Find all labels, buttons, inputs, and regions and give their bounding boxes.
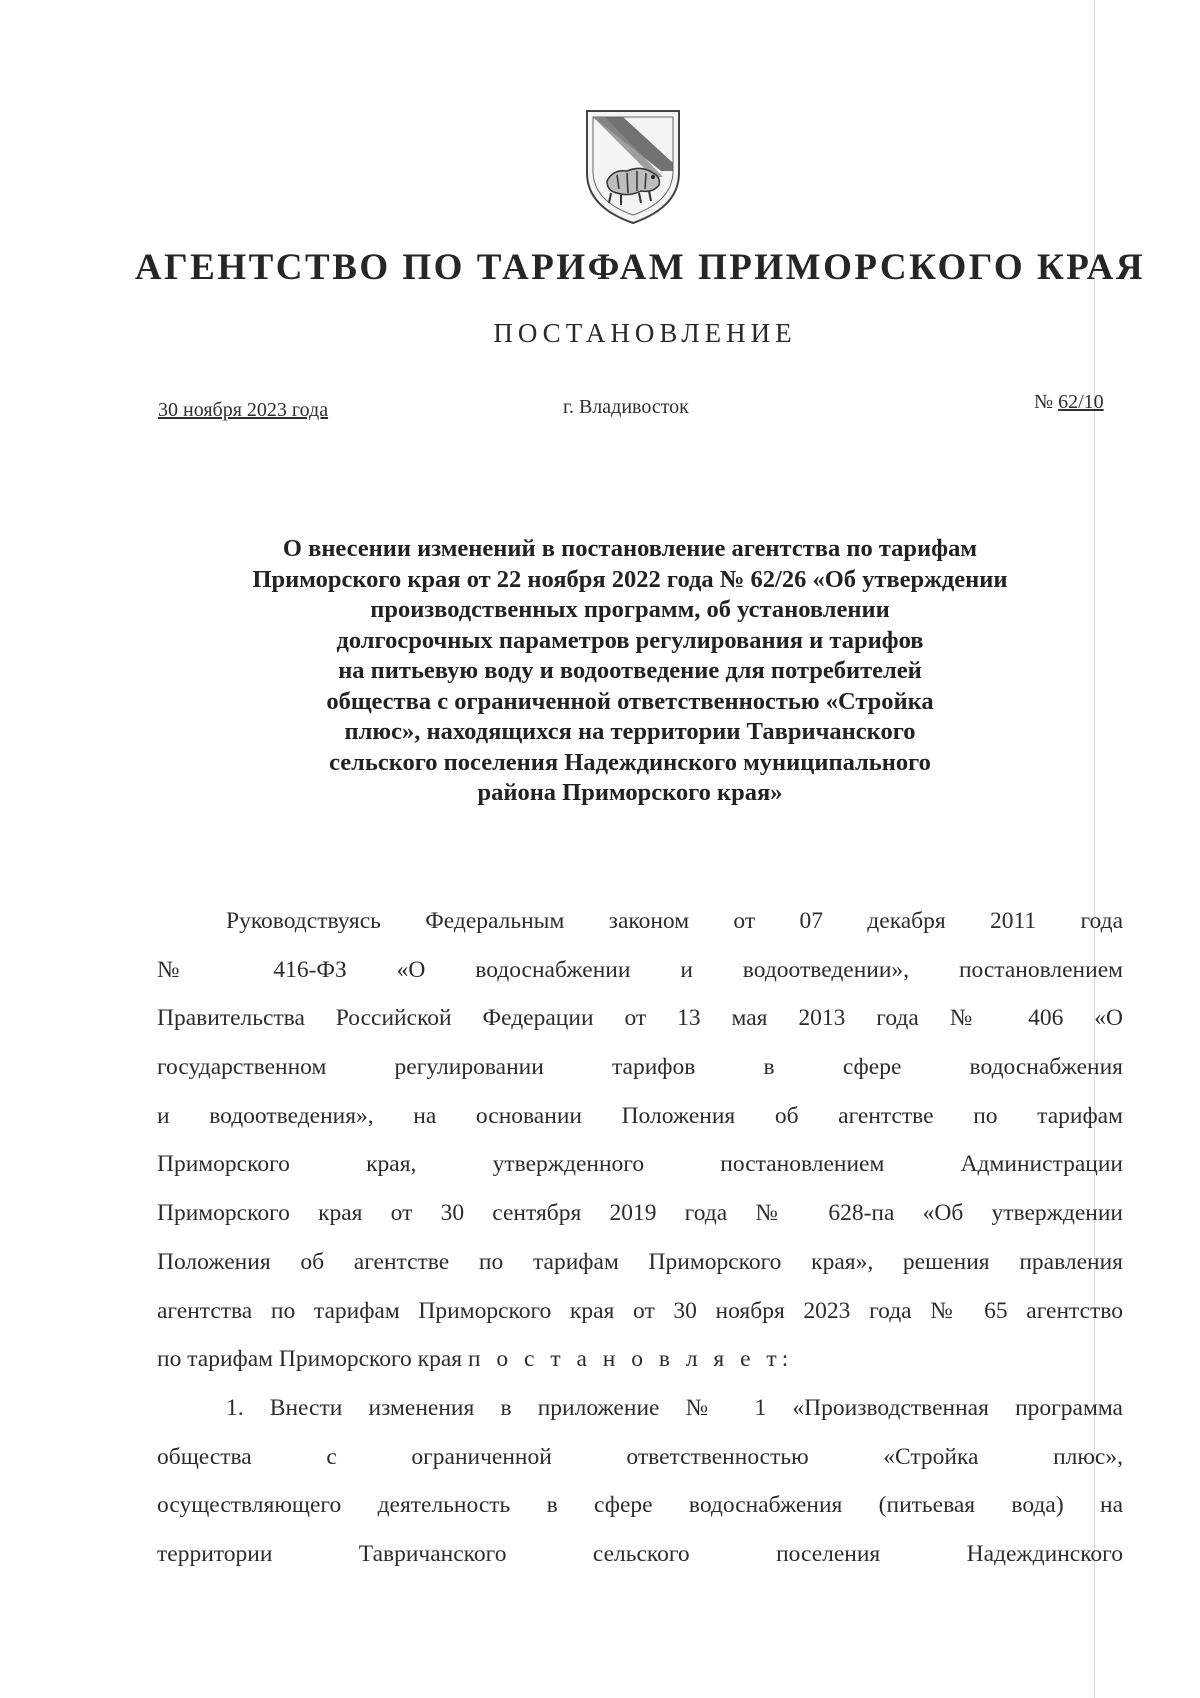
body-line: Приморского края, утвержденного постановлением Администрации	[157, 1151, 1123, 1178]
document-subject	[180, 534, 1080, 809]
body-line: общества с ограниченной ответственностью «Стройка плюс»,	[157, 1443, 1123, 1470]
body-line: Приморского края от 30 сентября 2019 года № 628-па «Об утверждении	[157, 1200, 1123, 1227]
subject-line: долгосрочных параметров регулирования и тарифов	[336, 626, 924, 654]
number-prefix: №	[1034, 391, 1054, 413]
agency-title: АГЕНТСТВО ПО ТАРИФАМ ПРИМОРСКОГО КРАЯ	[134, 247, 1146, 288]
subject-line: общества с ограниченной ответственностью «Стройка	[326, 687, 934, 715]
subject-line: производственных программ, об установлении	[370, 596, 890, 623]
body-line-resolves	[157, 1335, 1123, 1384]
subject-line: плюс», находящихся на территории Тавричанского	[344, 718, 916, 745]
body-line: 1. Внести изменения в приложение № 1 «Производственная программа	[226, 1394, 1123, 1421]
document-type: ПОСТАНОВЛЕНИЕ	[493, 318, 797, 348]
body-line: Правительства Российской Федерации от 13 мая 2013 года № 406 «О	[157, 1005, 1123, 1032]
body-line: агентства по тарифам Приморского края от 30 ноября 2023 года № 65 агентство	[157, 1297, 1123, 1324]
body-line: Руководствуясь Федеральным законом от 07 декабря 2011 года	[226, 908, 1123, 934]
number-value: 62/10	[1058, 391, 1104, 413]
document-city: г. Владивосток	[563, 396, 689, 418]
body-line: осуществляющего деятельность в сфере водоснабжения (питьевая вода) на	[157, 1492, 1123, 1519]
body-line: № 416-ФЗ «О водоснабжении и водоотведении», постановлением	[157, 956, 1123, 983]
subject-line: на питьевую воду и водоотведение для потребителей	[338, 657, 922, 684]
subject-line: района Приморского края»	[477, 779, 783, 806]
body-line: и водоотведения», на основании Положения об агентстве по тарифам	[157, 1102, 1123, 1129]
body-line-text: по тарифам Приморского края	[157, 1346, 463, 1373]
subject-line: Приморского края от 22 ноября 2022 года № 62/26 «Об утверждении	[252, 565, 1008, 593]
document-number	[1034, 391, 1104, 414]
subject-line: О внесении изменений в постановление агентства по тарифам	[282, 535, 978, 562]
body-line: государственном регулировании тарифов в сфере водоснабжения	[157, 1054, 1123, 1081]
body-line: Положения об агентстве по тарифам Приморского края», решения правления	[157, 1248, 1123, 1275]
document-date: 30 ноября 2023 года	[158, 399, 329, 421]
body-line: территории Тавричанского сельского поселения Надеждинского	[157, 1540, 1123, 1567]
resolves-word: п о с т а н о в л я е т:	[467, 1346, 794, 1373]
subject-line: сельского поселения Надеждинского муниципального	[329, 748, 931, 776]
coat-of-arms-icon	[583, 107, 683, 227]
document-body	[157, 897, 1123, 1579]
